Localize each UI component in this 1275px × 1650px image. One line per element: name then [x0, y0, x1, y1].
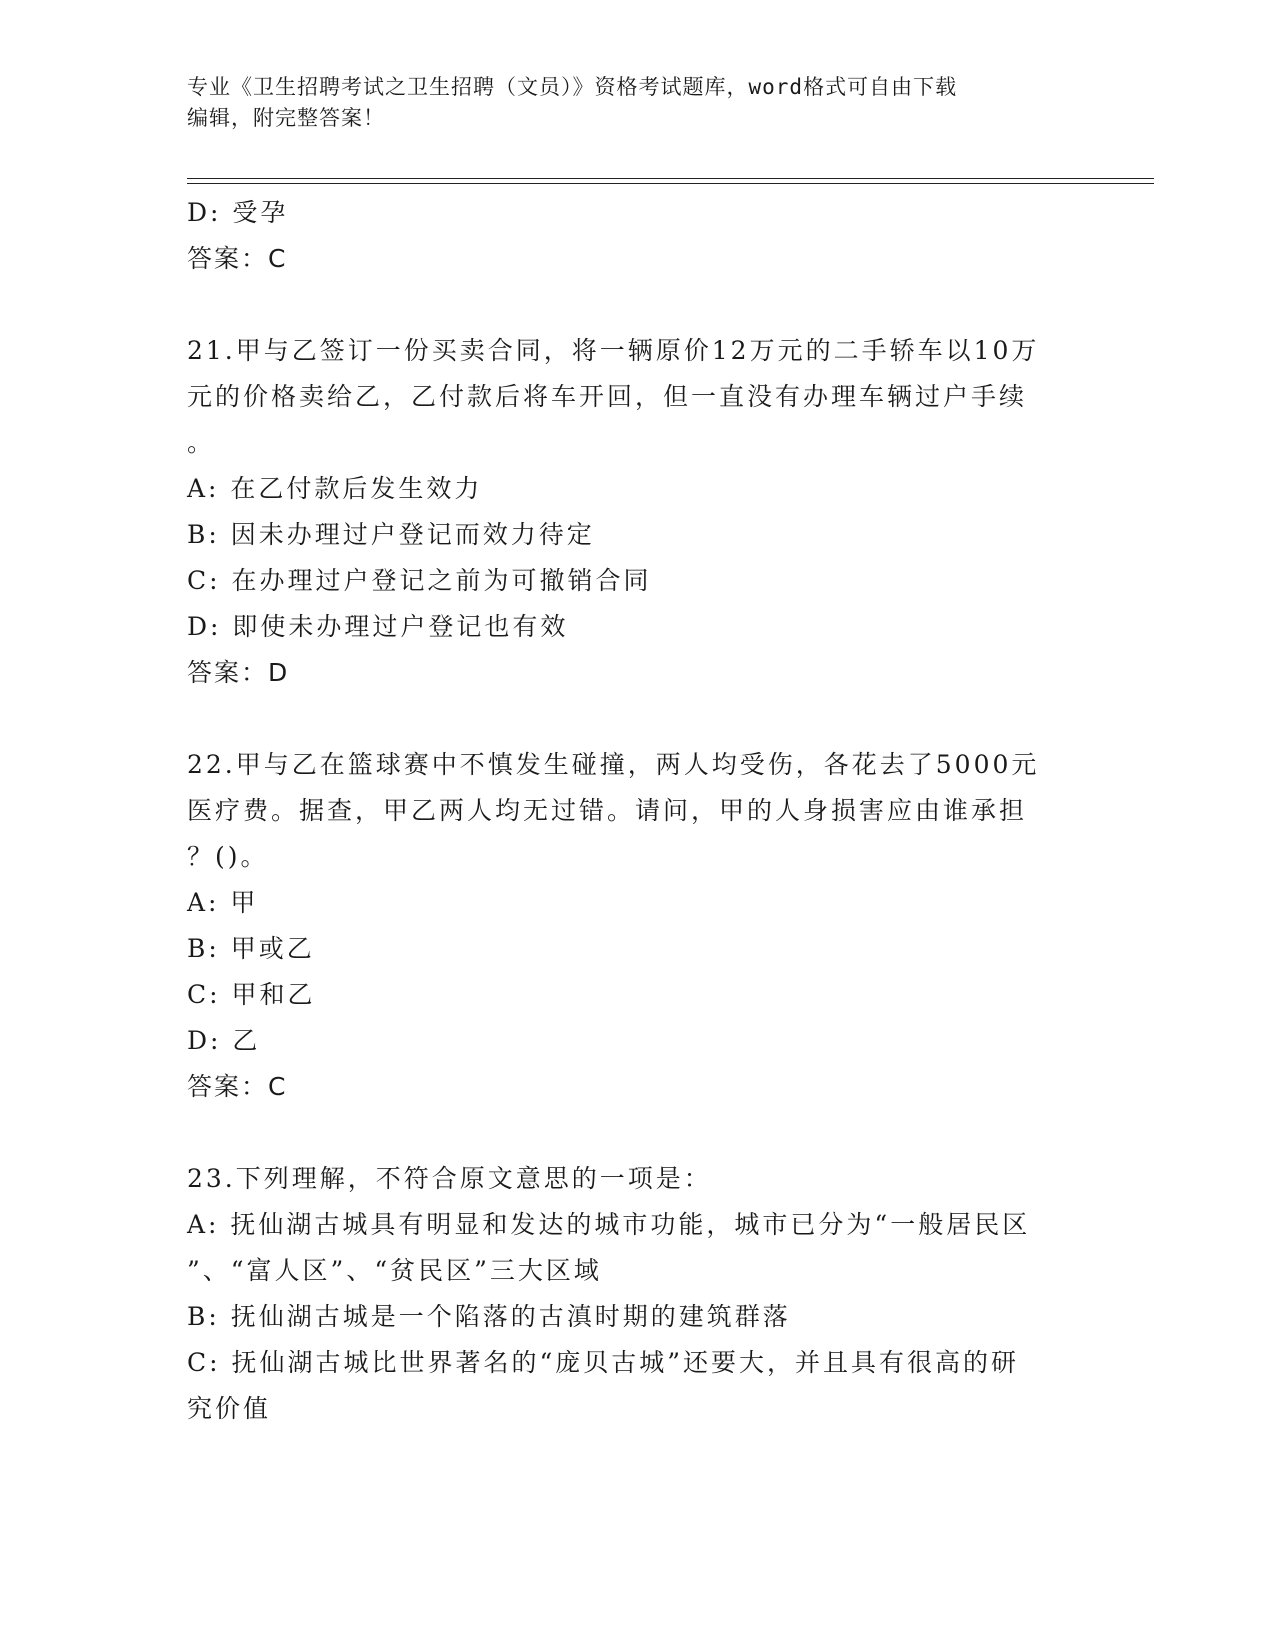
question-23-option-c-cont: 究价值 — [187, 1394, 272, 1423]
prev-option-d: D: 受孕 — [187, 198, 289, 227]
spacer — [187, 696, 1087, 742]
header-rule-bottom — [187, 183, 1154, 184]
question-22-line-2: 医疗费。据查，甲乙两人均无过错。请问，甲的人身损害应由谁承担 — [187, 796, 1028, 825]
spacer — [187, 1110, 1087, 1156]
question-21-line-2: 元的价格卖给乙，乙付款后将车开回，但一直没有办理车辆过户手续 — [187, 382, 1028, 411]
question-21-answer: 答案：D — [187, 658, 290, 687]
question-23-option-a-cont: ”、“富人区”、“贫民区”三大区域 — [187, 1256, 602, 1285]
question-21-option-d: D: 即使未办理过户登记也有效 — [187, 612, 569, 641]
question-23 — [187, 1156, 1087, 1432]
question-22-option-b: B: 甲或乙 — [187, 934, 315, 963]
question-23-option-a: A: 抚仙湖古城具有明显和发达的城市功能，城市已分为“一般居民区 — [187, 1210, 1031, 1239]
question-21-line-1: 21.甲与乙签订一份买卖合同，将一辆原价12万元的二手轿车以10万 — [187, 336, 1040, 365]
question-23-option-c: C: 抚仙湖古城比世界著名的“庞贝古城”还要大，并且具有很高的研 — [187, 1348, 1020, 1377]
question-content — [187, 190, 1087, 1432]
page-header — [187, 72, 1067, 134]
question-22 — [187, 742, 1087, 1110]
question-22-line-1: 22.甲与乙在篮球赛中不慎发生碰撞，两人均受伤，各花去了5000元 — [187, 750, 1040, 779]
question-21-option-b: B: 因未办理过户登记而效力待定 — [187, 520, 595, 549]
question-23-line-1: 23.下列理解，不符合原文意思的一项是： — [187, 1164, 712, 1193]
spacer — [187, 282, 1087, 328]
question-21-option-a: A: 在乙付款后发生效力 — [187, 474, 483, 503]
question-23-option-b: B: 抚仙湖古城是一个陷落的古滇时期的建筑群落 — [187, 1302, 791, 1331]
question-22-option-c: C: 甲和乙 — [187, 980, 316, 1009]
question-21-option-c: C: 在办理过户登记之前为可撤销合同 — [187, 566, 652, 595]
header-line-1: 专业《卫生招聘考试之卫生招聘（文员）》资格考试题库，word格式可自由下载 — [187, 75, 958, 99]
header-rule-top — [187, 178, 1154, 179]
question-22-option-d: D: 乙 — [187, 1026, 261, 1055]
question-22-line-3: ？()。 — [187, 842, 269, 871]
question-22-option-a: A: 甲 — [187, 888, 259, 917]
question-21-line-3: 。 — [187, 428, 216, 457]
question-22-answer: 答案：C — [187, 1072, 288, 1101]
question-21 — [187, 328, 1087, 696]
header-line-2: 编辑，附完整答案！ — [187, 106, 385, 130]
prev-answer: 答案：C — [187, 244, 288, 273]
